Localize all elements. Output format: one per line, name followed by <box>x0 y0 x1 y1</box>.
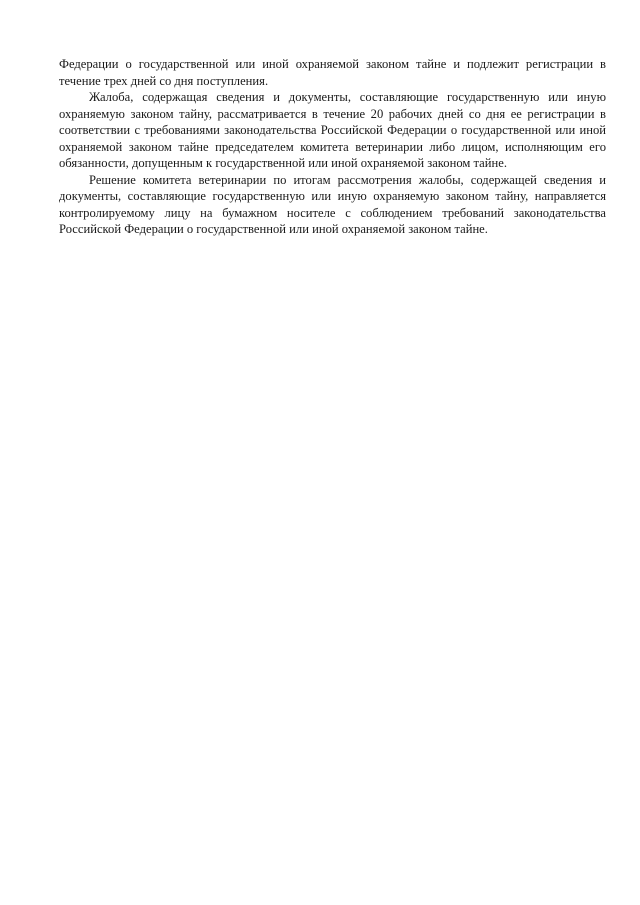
document-body <box>59 56 606 238</box>
paragraph-decision-delivery: Решение комитета ветеринарии по итогам рассмотрения жалобы, содержащей сведения и документы, составляющие государственную или иную охраняемую законом тайну, направляется контролируемому лицу на бумажном носителе с соблюдением требований законодательства Российской Федерации о государственной или иной охраняемой законом тайне. <box>59 172 606 236</box>
paragraph-continuation: Федерации о государственной или иной охраняемой законом тайне и подлежит регистрации в течение трех дней со дня поступления. <box>59 57 606 88</box>
paragraph-complaint-review: Жалоба, содержащая сведения и документы, составляющие государственную или иную охраняемую законом тайну, рассматривается в течение 20 рабочих дней со дня ее регистрации в соответствии с требованиями законодательства Российской Федерации о государственной или иной охраняемой законом тайне председателем комитета ветеринарии либо лицом, исполняющим его обязанности, допущенным к государственной или иной охраняемой законом тайне. <box>59 90 606 170</box>
